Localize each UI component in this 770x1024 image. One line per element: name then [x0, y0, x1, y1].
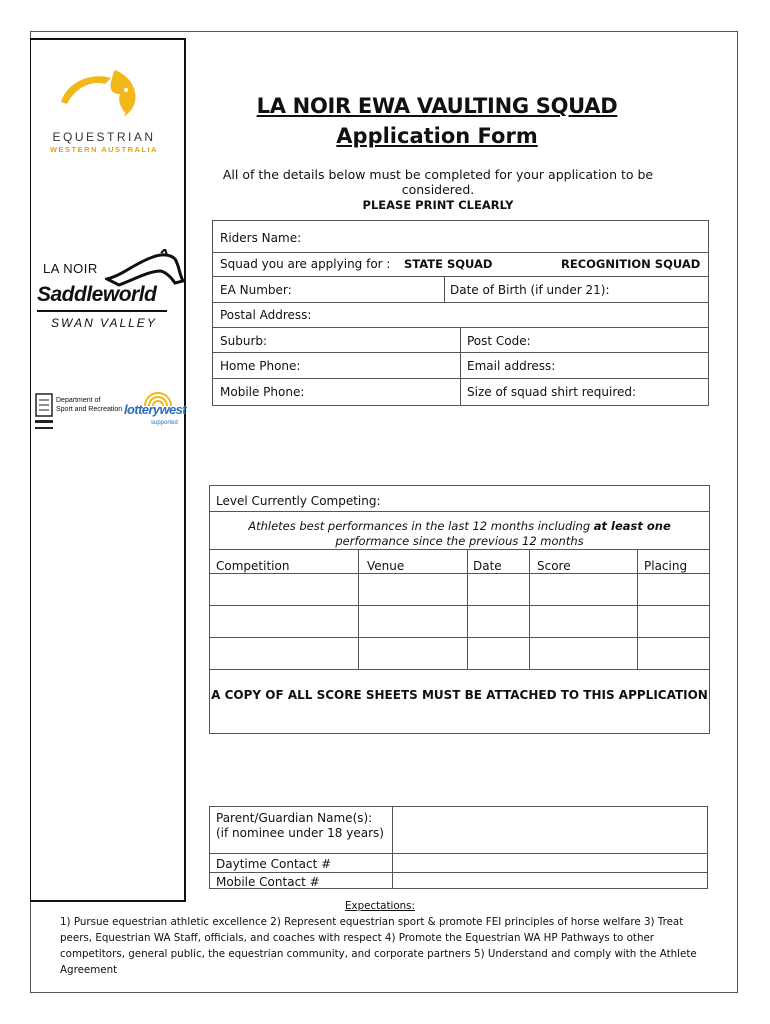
suburb-field[interactable]: Suburb:	[220, 334, 268, 348]
column-competition: Competition	[216, 559, 290, 573]
logo-divider	[37, 310, 167, 312]
print-note: PLEASE PRINT CLEARLY	[362, 198, 514, 212]
expectations-title: Expectations:	[344, 900, 416, 912]
daytime-contact-input[interactable]	[393, 854, 707, 872]
ea-number-field[interactable]: EA Number:	[220, 283, 292, 297]
postal-address-field[interactable]: Postal Address:	[220, 308, 312, 322]
column-date: Date	[473, 559, 502, 573]
column-placing: Placing	[644, 559, 688, 573]
table-cell[interactable]	[638, 574, 709, 605]
table-cell[interactable]	[210, 574, 358, 605]
swan-valley-logo-text: SWAN VALLEY	[51, 316, 157, 330]
mobile-phone-field[interactable]: Mobile Phone:	[220, 385, 305, 399]
table-cell[interactable]	[468, 574, 529, 605]
recognition-squad-option[interactable]: RECOGNITION SQUAD	[561, 257, 701, 271]
dob-field[interactable]: Date of Birth (if under 21):	[450, 283, 610, 297]
guardian-name-sub: (if nominee under 18 years)	[216, 826, 384, 840]
equestrian-horse-logo-icon	[53, 64, 153, 124]
intro-text: All of the details below must be completed for your application to be considered.	[222, 167, 654, 197]
dept-logo-line1: Department of	[56, 397, 101, 404]
riders-name-field[interactable]: Riders Name:	[220, 231, 302, 245]
guardian-name-input[interactable]	[393, 807, 707, 853]
wa-crest-logo-icon	[33, 390, 55, 434]
home-phone-field[interactable]: Home Phone:	[220, 359, 301, 373]
form-title: LA NOIR EWA VAULTING SQUAD	[256, 94, 618, 118]
dept-logo-line2: Sport and Recreation	[56, 406, 123, 413]
performance-note: Athletes best performances in the last 12 months including at least one performance since the previous 12 months	[248, 519, 671, 548]
western-australia-logo-text: WESTERN AUSTRALIA	[49, 145, 159, 154]
column-score: Score	[537, 559, 571, 573]
expectations-section	[60, 898, 708, 978]
daytime-contact-label: Daytime Contact #	[216, 857, 332, 871]
column-venue: Venue	[367, 559, 405, 573]
expectations-text: 1) Pursue equestrian athletic excellence 2) Represent equestrian sport & promote FEI principles of horse welfare 3) Treat peers, Equestrian WA Staff, officials, and coaches with respect 4) Promote the Equestrian WA HP Pathways to other competitors, general public, the equestrian community, and corporate partners 5) Understand and comply with the Athlete Agreement	[60, 916, 697, 976]
mobile-contact-input[interactable]	[393, 873, 707, 889]
guardian-name-label: Parent/Guardian Name(s):	[216, 811, 373, 825]
lotterywest-sub-text: supported	[151, 420, 178, 426]
logo-sidebar	[30, 38, 186, 902]
lanoir-logo-text: LA NOIR	[43, 261, 98, 276]
state-squad-option[interactable]: STATE SQUAD	[404, 257, 493, 271]
mobile-contact-label: Mobile Contact #	[216, 875, 320, 889]
saddleworld-logo-text: Saddleworld	[37, 283, 157, 306]
squad-label: Squad you are applying for :	[220, 257, 391, 271]
level-competing-field[interactable]: Level Currently Competing:	[216, 494, 381, 508]
table-cell[interactable]	[530, 574, 637, 605]
post-code-field[interactable]: Post Code:	[467, 334, 531, 348]
table-cell[interactable]	[359, 574, 467, 605]
email-field[interactable]: Email address:	[467, 359, 556, 373]
form-subtitle: Application Form	[336, 124, 538, 148]
equestrian-logo-text: EQUESTRIAN	[52, 130, 156, 144]
lotterywest-logo-text: lotterywest	[124, 402, 187, 417]
shirt-size-field[interactable]: Size of squad shirt required:	[467, 385, 637, 399]
score-sheet-notice: A COPY OF ALL SCORE SHEETS MUST BE ATTACHED TO THIS APPLICATION	[211, 688, 708, 702]
